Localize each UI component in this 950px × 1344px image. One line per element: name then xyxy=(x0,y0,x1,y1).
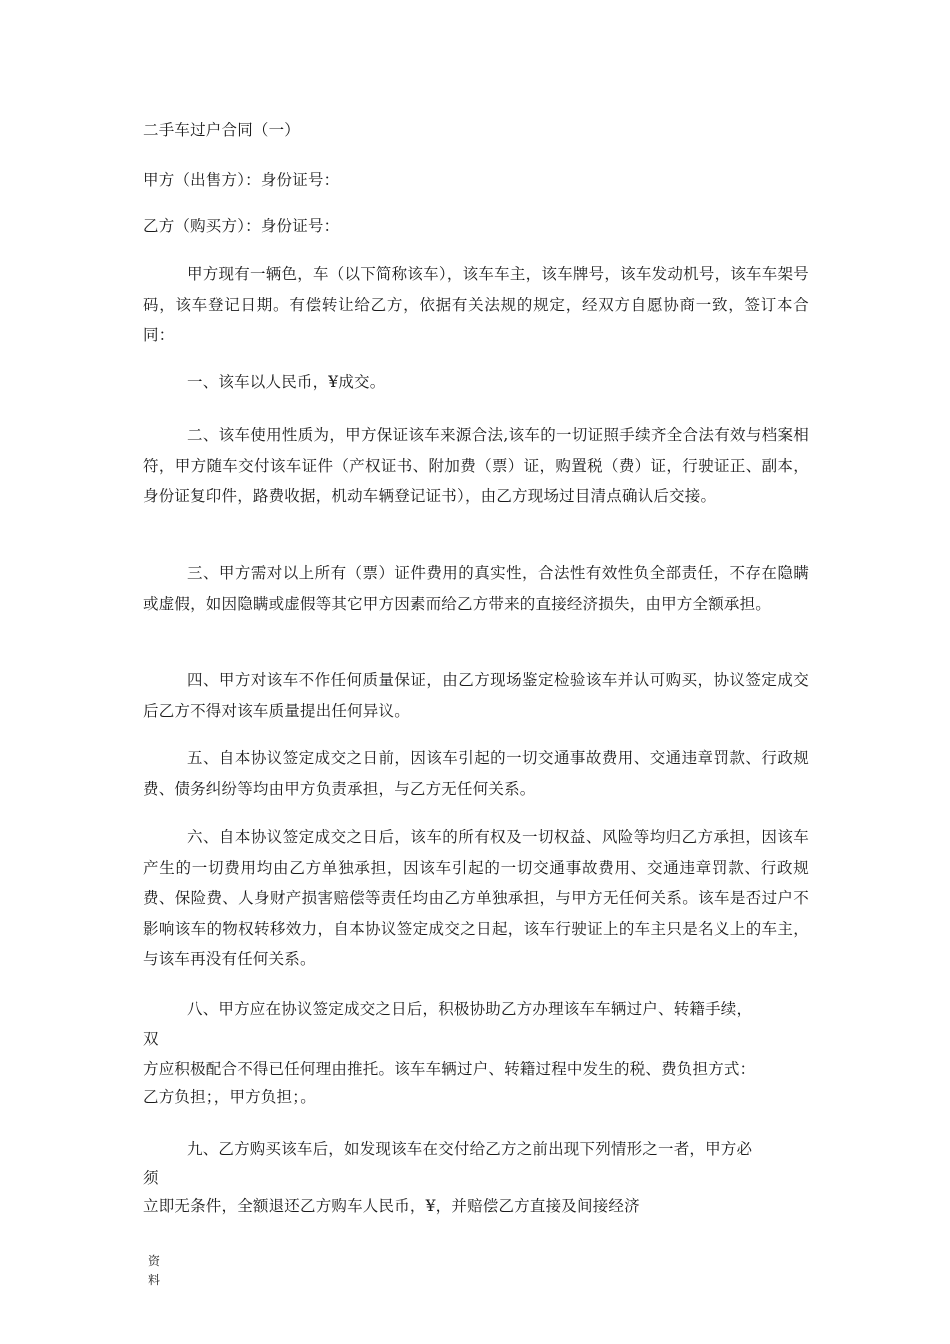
clause-2: 二、该车使用性质为，甲方保证该车来源合法,该车的一切证照手续齐全合法有效与档案相符，甲方随车交付该车证件（产权证书、附加费（票）证，购置税（费）证，行驶证正、副本，身份证复印件，路费收据，机动车辆登记证书），由乙方现场过目清点确认后交接。 xyxy=(143,426,809,505)
clause-1: 一、该车以人民币，¥成交。 xyxy=(187,373,386,391)
document-title: 二手车过户合同（一） xyxy=(143,121,301,139)
clause-8-line-3: 方应积极配合不得已任何理由推托。该车车辆过户、转籍过程中发生的税、费负担方式： xyxy=(143,1060,756,1078)
clause-8-line-4: 乙方负担；，甲方负担；。 xyxy=(143,1088,316,1106)
clause-9-line-2: 须 xyxy=(143,1169,159,1187)
clause-4: 四、甲方对该车不作任何质量保证，由乙方现场鉴定检验该车并认可购买，协议签定成交后乙方不得对该车质量提出任何异议。 xyxy=(143,671,809,720)
clause-9-line-1: 九、乙方购买该车后，如发现该车在交付给乙方之前出现下列情形之一者，甲方必 xyxy=(187,1140,753,1158)
page-footer: 资料 xyxy=(148,1254,161,1287)
party-a-line: 甲方（出售方）：身份证号： xyxy=(143,171,340,189)
clause-8-line-1: 八、甲方应在协议签定成交之日后，积极协助乙方办理该车车辆过户、转籍手续， xyxy=(187,1000,753,1018)
clause-8-line-2: 双 xyxy=(143,1030,159,1048)
clause-6: 六、自本协议签定成交之日后，该车的所有权及一切权益、风险等均归乙方承担，因该车产生的一切费用均由乙方单独承担，因该车引起的一切交通事故费用、交通违章罚款、行政规费、保险费、人身财产损害赔偿等责任均由乙方单独承担，与甲方无任何关系。该车是否过户不影响该车的物权转移效力，自本协议签定成交之日起，该车行驶证上的车主只是名义上的车主，与该车再没有任何关系。 xyxy=(143,828,809,968)
clause-3: 三、甲方需对以上所有（票）证件费用的真实性，合法性有效性负全部责任，不存在隐瞒或虚假，如因隐瞒或虚假等其它甲方因素而给乙方带来的直接经济损失，由甲方全额承担。 xyxy=(143,564,809,613)
party-b-line: 乙方（购买方）：身份证号： xyxy=(143,217,340,235)
intro-paragraph: 甲方现有一辆色，车（以下简称该车），该车车主，该车牌号，该车发动机号，该车车架号码，该车登记日期。有偿转让给乙方，依据有关法规的规定，经双方自愿协商一致，签订本合同： xyxy=(143,265,809,344)
clause-5: 五、自本协议签定成交之日前，因该车引起的一切交通事故费用、交通违章罚款、行政规费、债务纠纷等均由甲方负责承担，与乙方无任何关系。 xyxy=(143,749,809,798)
clause-9-line-3: 立即无条件，全额退还乙方购车人民币，¥，并赔偿乙方直接及间接经济 xyxy=(143,1197,640,1215)
